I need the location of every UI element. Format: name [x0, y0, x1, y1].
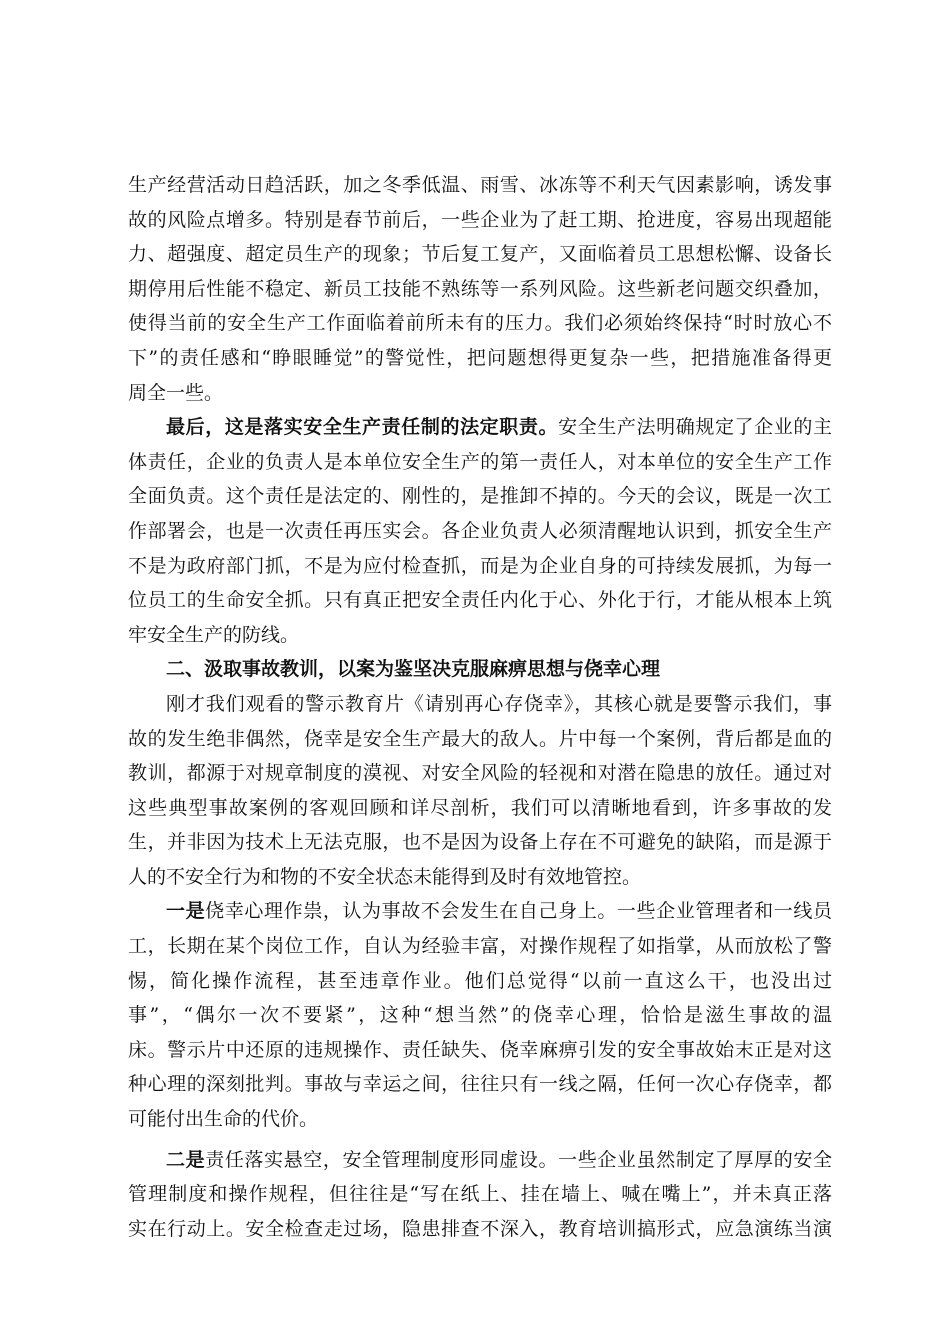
text-line: 不是为政府部门抓，不是为应付检查抓，而是为企业自身的可持续发展抓，为每一	[128, 554, 832, 577]
text-line	[128, 1143, 832, 1178]
text-line	[128, 410, 832, 445]
text-line: 可能付出生命的代价。	[128, 1108, 319, 1131]
paragraph-lead: 一是	[166, 900, 206, 923]
document-page	[128, 168, 832, 1246]
text-line	[128, 894, 832, 929]
text-line: 牢安全生产的防线。	[128, 623, 300, 646]
text-line: 实在行动上。安全检查走过场，隐患排查不深入，教育培训搞形式，应急演练当演	[128, 1217, 832, 1240]
text-line: 体责任，企业的负责人是本单位安全生产的第一责任人，对本单位的安全生产工作	[128, 450, 832, 473]
text-line: 这些典型事故案例的客观回顾和详尽剖析，我们可以清晰地看到，许多事故的发	[128, 796, 832, 819]
paragraph-lead: 最后，这是落实安全生产责任制的法定职责。	[166, 416, 559, 439]
paragraph	[128, 894, 832, 1136]
text-line: 惕，简化操作流程，甚至违章作业。他们总觉得“以前一直这么干，也没出过	[128, 969, 832, 992]
text-line: 生产经营活动日趋活跃，加之冬季低温、雨雪、冰冻等不利天气因素影响，诱发事	[128, 174, 832, 196]
text-line: 事”，“偶尔一次不要紧”，这种“想当然”的侥幸心理，恰恰是滋生事故的温	[128, 1004, 832, 1027]
text-line: 期停用后性能不稳定、新员工技能不熟练等一系列风险。这些新老问题交织叠加，	[128, 277, 832, 300]
text-line: 力、超强度、超定员生产的现象；节后复工复产，又面临着员工思想松懈、设备长	[128, 243, 832, 266]
text-line: 作部署会，也是一次责任再压实会。各企业负责人必须清醒地认识到，抓安全生产	[128, 519, 832, 542]
text-line: 教训，都源于对规章制度的漠视、对安全风险的轻视和对潜在隐患的放任。通过对	[128, 762, 832, 785]
paragraph-lead: 二是	[166, 1148, 206, 1171]
paragraph-text: 侥幸心理作祟，认为事故不会发生在自己身上。一些企业管理者和一线员	[205, 900, 832, 923]
paragraph-text: 安全生产法明确规定了企业的主	[558, 416, 832, 439]
text-line: 故的风险点增多。特别是春节前后，一些企业为了赶工期、抢进度，容易出现超能	[128, 208, 832, 231]
text-line: 种心理的深刻批判。事故与幸运之间，往往只有一线之隔，任何一次心存侥幸，都	[128, 1073, 832, 1096]
text-line: 人的不安全行为和物的不安全状态未能得到及时有效地管控。	[128, 865, 642, 888]
text-line: 生，并非因为技术上无法克服，也不是因为设备上存在不可避免的缺陷，而是源于	[128, 831, 832, 854]
text-line: 使得当前的安全生产工作面临着前所未有的压力。我们必须始终保持“时时放心不	[128, 312, 832, 335]
paragraph	[128, 687, 832, 895]
paragraph	[128, 410, 832, 652]
text-line: 全面负责。这个责任是法定的、刚性的，是推卸不掉的。今天的会议，既是一次工	[128, 485, 832, 508]
text-line: 周全一些。	[128, 381, 224, 404]
text-line: 刚才我们观看的警示教育片《请别再心存侥幸》，其核心就是要警示我们，事	[166, 692, 832, 715]
text-line: 下”的责任感和“睁眼睡觉”的警觉性，把问题想得更复杂一些，把措施准备得更	[128, 346, 832, 369]
paragraph	[128, 1143, 832, 1247]
paragraph	[128, 168, 832, 410]
paragraph-text: 责任落实悬空，安全管理制度形同虚设。一些企业虽然制定了厚厚的安全	[205, 1148, 832, 1171]
text-line: 位员工的生命安全抓。只有真正把安全责任内化于心、外化于行，才能从根本上筑	[128, 589, 832, 612]
section-heading: 二、汲取事故教训，以案为鉴坚决克服麻痹思想与侥幸心理	[166, 658, 661, 681]
text-line: 床。警示片中还原的违规操作、责任缺失、侥幸麻痹引发的安全事故始末正是对这	[128, 1038, 832, 1061]
text-line: 故的发生绝非偶然，侥幸是安全生产最大的敌人。片中每一个案例，背后都是血的	[128, 727, 832, 750]
text-line: 管理制度和操作规程，但往往是“写在纸上、挂在墙上、喊在嘴上”，并未真正落	[128, 1183, 832, 1206]
text-line: 工，长期在某个岗位工作，自认为经验丰富，对操作规程了如指掌，从而放松了警	[128, 935, 832, 958]
